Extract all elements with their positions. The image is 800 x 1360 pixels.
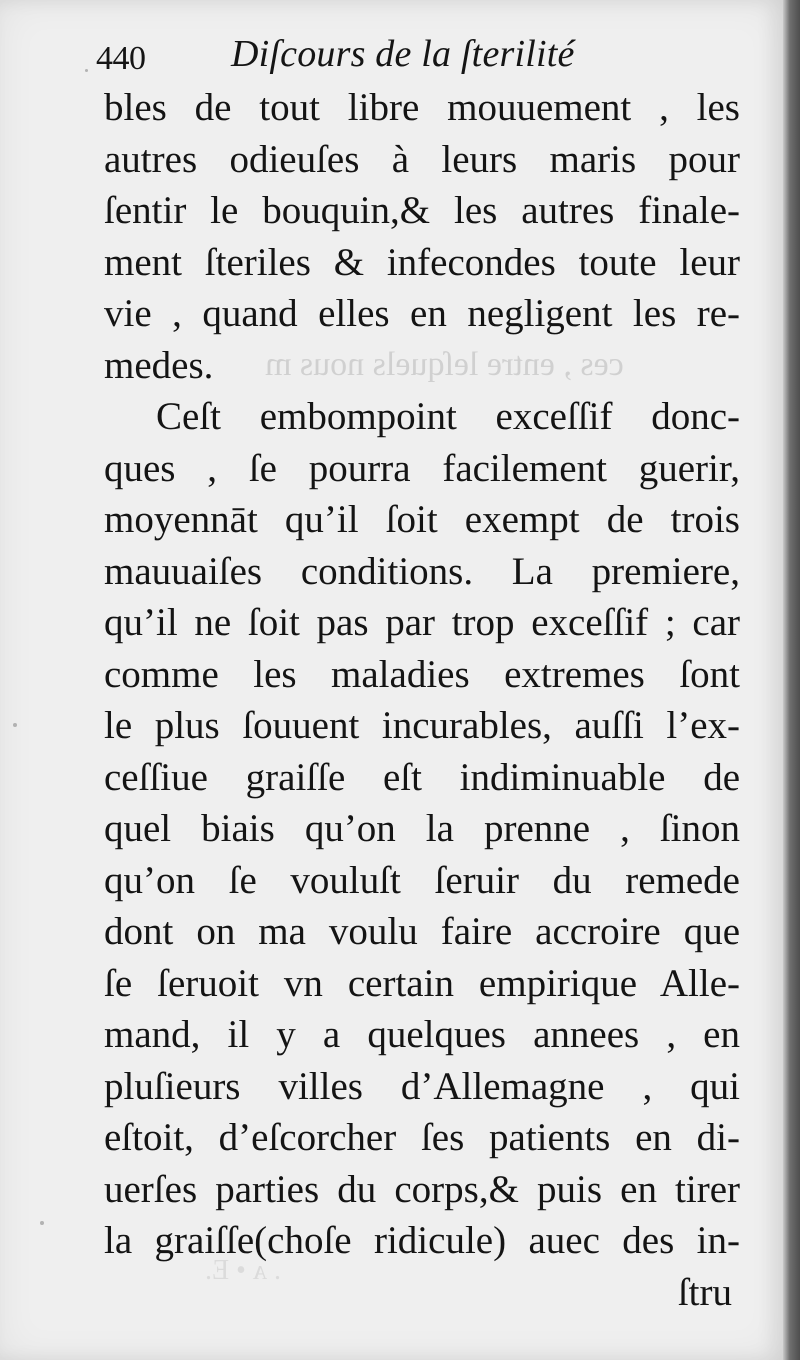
text-line: moyennāt qu’il ſoit exempt de trois	[104, 498, 740, 541]
text-line: qu’on ſe vouluſt ſeruir du remede	[104, 858, 740, 902]
body-text	[104, 82, 740, 1318]
page-edge	[783, 0, 800, 1360]
text-line: ceſſiue graiſſe eſt indiminuable de	[104, 755, 740, 799]
catchword: ſtru	[677, 1270, 732, 1314]
text-line: autres odieuſes à leurs maris pour	[104, 137, 740, 181]
paragraph-start-line: Ceſt embompoint exceſſif donc-	[156, 395, 740, 438]
text-line: comme les maladies extremes ſont	[104, 652, 740, 696]
text-line: quel biais qu’on la prenne , ſinon	[104, 807, 740, 850]
text-line: le plus ſouuent incurables, auſſi l’ex-	[104, 704, 740, 747]
show-through-mark: . ᴀ • E.	[205, 1255, 281, 1286]
show-through-text: ces , entre leſquels nous m	[265, 346, 624, 383]
text-line: bles de tout libre mouuement , les	[104, 86, 740, 129]
text-line: medes.	[104, 343, 214, 387]
ink-speck	[85, 69, 88, 72]
text-line: uerſes parties du corps,& puis en tirer	[104, 1167, 740, 1211]
text-line: la graiſſe(choſe ridicule) auec des in-	[104, 1219, 740, 1262]
text-line: mauuaiſes conditions. La premiere,	[104, 549, 740, 593]
text-line: pluſieurs villes d’Allemagne , qui	[104, 1064, 740, 1108]
text-line: ſe ſeruoit vn certain empirique Alle-	[104, 961, 740, 1005]
text-line: vie , quand elles en negligent les re-	[104, 292, 740, 335]
text-line: ques , ſe pourra facilement guerir,	[104, 446, 740, 490]
text-line: eſtoit, d’eſcorcher ſes patients en di-	[104, 1116, 740, 1159]
text-line: qu’il ne ſoit pas par trop exceſſif ; car	[104, 601, 740, 644]
text-line: ment ſteriles & infecondes toute leur	[104, 240, 740, 284]
running-head: Diſcours de la ſterilité	[231, 33, 575, 75]
page-number: 440	[96, 40, 146, 77]
ink-speck	[40, 1221, 44, 1225]
text-line: mand, il y a quelques annees , en	[104, 1013, 740, 1056]
text-line: dont on ma voulu faire accroire que	[104, 910, 740, 953]
text-line: ſentir le bouquin,& les autres finale-	[104, 189, 740, 232]
ink-speck	[13, 723, 17, 727]
